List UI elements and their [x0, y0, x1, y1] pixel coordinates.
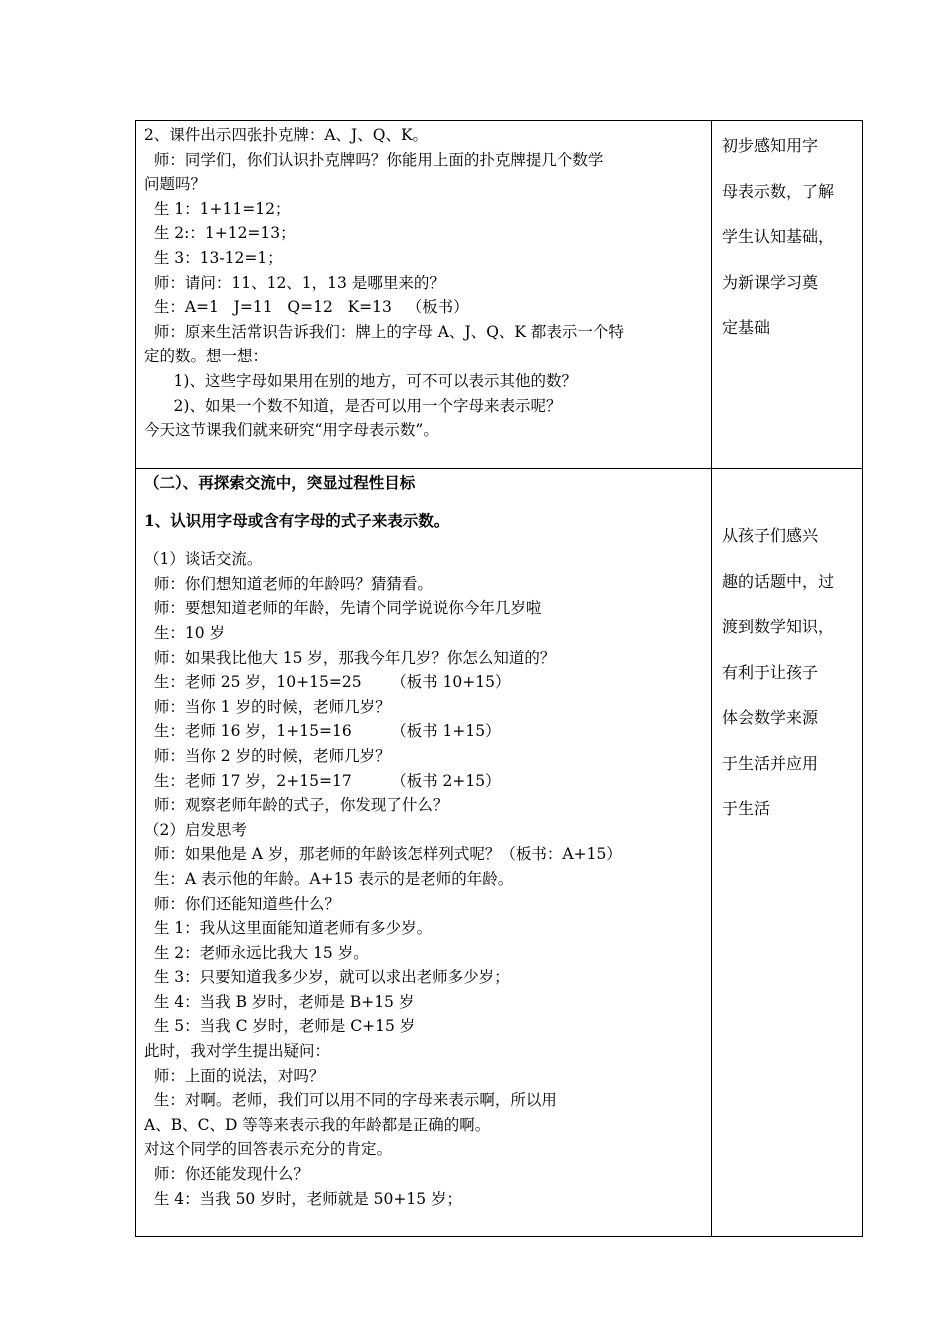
note-line: 趣的话题中，过	[722, 571, 835, 591]
note-line: 于生活并应用	[722, 753, 819, 773]
text-line: 生：10 岁	[144, 623, 226, 642]
process-cell-section-2	[136, 469, 712, 1237]
lesson-page	[135, 120, 860, 1237]
note-line: 从孩子们感兴	[722, 526, 819, 545]
text-line: （1）谈话交流。	[144, 550, 263, 569]
section-2-subheading: 1、认识用字母或含有字母的式子来表示数。	[144, 510, 450, 530]
text-line: （2）启发思考	[144, 820, 247, 839]
text-line: 生：老师 16 岁，1+15=16 （板书 1+15）	[144, 722, 501, 741]
text-line: 此时，我对学生提出疑问：	[144, 1042, 331, 1061]
text-line: 师：要想知道老师的年龄，先请个同学说说你今年几岁啦	[144, 599, 542, 618]
text-line: 生 5：当我 C 岁时，老师是 C+15 岁	[144, 1017, 416, 1036]
process-cell-section-1	[136, 121, 712, 469]
text-line: 今天这节课我们就来研究“用字母表示数”。	[144, 421, 439, 440]
note-line: 于生活	[722, 799, 771, 818]
table-row-section-2	[136, 469, 863, 1237]
table-row-section-1	[136, 121, 863, 469]
text-line: 生：老师 25 岁，10+15=25 （板书 10+15）	[144, 673, 511, 692]
text-line: 师：请问：11、12、1，13 是哪里来的？	[144, 273, 445, 292]
text-line: 师：同学们，你们认识扑克牌吗？你能用上面的扑克牌提几个数学	[144, 150, 604, 169]
text-line: 生 3：只要知道我多少岁，就可以求出老师多少岁；	[144, 968, 510, 987]
text-line: 生：老师 17 岁，2+15=17 （板书 2+15）	[144, 771, 501, 790]
note-line: 有利于让孩子	[722, 662, 819, 682]
note-line: 学生认知基础，	[722, 227, 835, 246]
text-line: 生 4：当我 B 岁时，老师是 B+15 岁	[144, 992, 415, 1011]
section-1-design-intent	[712, 121, 862, 351]
text-line: 生：A 表示他的年龄。A+15 表示的是老师的年龄。	[144, 869, 514, 888]
text-line: 师：你还能发现什么？	[144, 1165, 309, 1184]
text-line: 2)、如果一个数不知道，是否可以用一个字母来表示呢？	[144, 396, 562, 415]
text-line: A、B、C、D 等等来表示我的年龄都是正确的啊。	[144, 1115, 491, 1134]
note-line: 为新课学习奠	[722, 272, 819, 292]
text-line: 问题吗？	[144, 175, 207, 194]
text-line: 师：观察老师年龄的式子，你发现了什么？	[144, 796, 449, 815]
design-intent-cell-section-1	[712, 121, 863, 469]
lesson-plan-table	[135, 120, 863, 1237]
text-line: 师：上面的说法，对吗？	[144, 1066, 325, 1085]
text-line: 生 1：1+11=12；	[144, 199, 291, 218]
text-line: 师：当你 1 岁的时候，老师几岁？	[144, 697, 391, 716]
text-line: 师：你们还能知道些什么？	[144, 894, 340, 913]
text-line: 1)、这些字母如果用在别的地方，可不可以表示其他的数？	[144, 371, 577, 390]
text-line: 生 3：13-12=1；	[144, 248, 283, 267]
text-line: 生 1：我从这里面能知道老师有多少岁。	[144, 919, 433, 938]
section-1-text	[136, 121, 711, 443]
text-line: 生 2：老师永远比我大 15 岁。	[144, 943, 369, 962]
section-2-design-intent	[712, 469, 862, 832]
section-2-heading: （二）、再探索交流中，突显过程性目标	[144, 473, 416, 492]
note-line: 体会数学来源	[722, 708, 819, 727]
note-line: 母表示数，了解	[722, 181, 835, 201]
text-line: 师：你们想知道老师的年龄吗？猜猜看。	[144, 574, 433, 593]
design-intent-cell-section-2	[712, 469, 863, 1237]
note-line: 定基础	[722, 318, 771, 337]
text-line: 师：如果我比他大 15 岁，那我今年几岁？你怎么知道的？	[144, 648, 556, 667]
note-line: 初步感知用字	[722, 136, 819, 155]
text-line: 生：A=1 J=11 Q=12 K=13 （板书）	[144, 298, 469, 317]
text-line: 定的数。想一想：	[144, 347, 269, 366]
text-line: 2、课件出示四张扑克牌：A、J、Q、K。	[144, 126, 429, 144]
text-line: 师：当你 2 岁的时候，老师几岁？	[144, 746, 391, 765]
text-line: 师：如果他是 A 岁，那老师的年龄该怎样列式呢？（板书：A+15）	[144, 845, 622, 864]
text-line: 生：对啊。老师，我们可以用不同的字母来表示啊，所以用	[144, 1091, 557, 1110]
text-line: 对这个同学的回答表示充分的肯定。	[144, 1140, 393, 1159]
text-line: 生 2:：1+12=13；	[144, 224, 296, 243]
section-2-dialogue	[144, 547, 707, 1211]
note-line: 渡到数学知识，	[722, 617, 835, 636]
text-line: 师：原来生活常识告诉我们：牌上的字母 A、J、Q、K 都表示一个特	[144, 322, 624, 341]
text-line: 生 4：当我 50 岁时，老师就是 50+15 岁；	[144, 1189, 463, 1208]
section-2-text	[136, 469, 711, 1211]
